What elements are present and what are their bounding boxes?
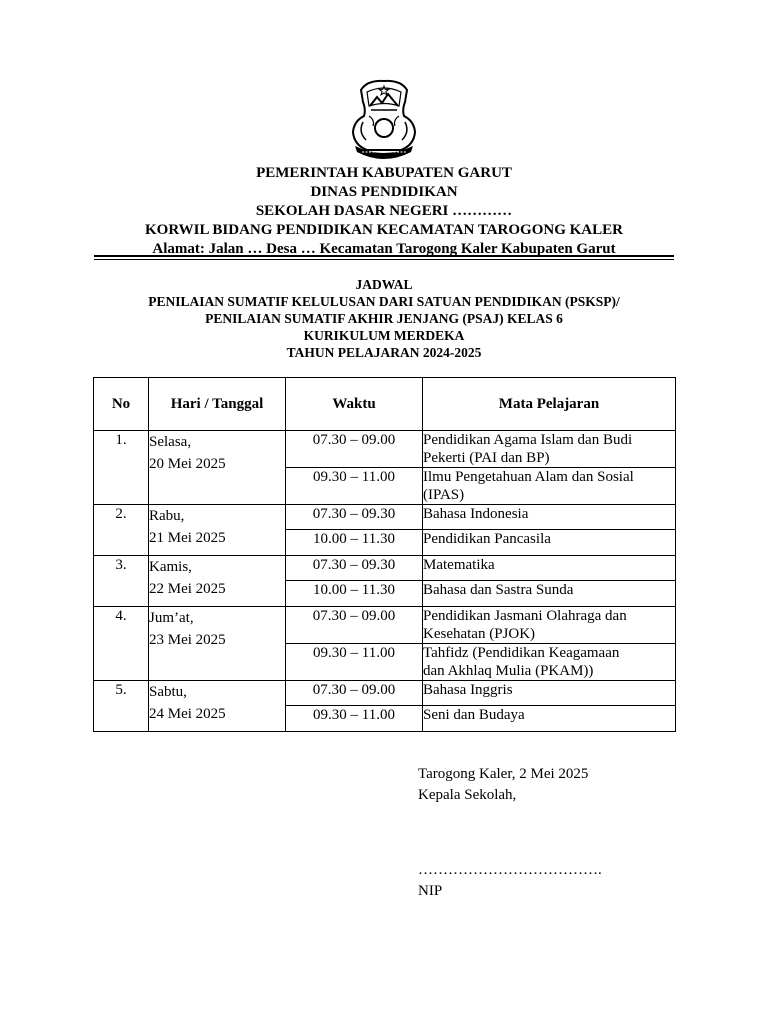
signature-name-placeholder: ………………………………. [418, 862, 602, 878]
subject-line: (IPAS) [423, 487, 465, 503]
table-header-row [94, 378, 676, 431]
header-district: KORWIL BIDANG PENDIDIKAN KECAMATAN TAROGONG KALER [145, 222, 623, 238]
row-day: Kamis, [149, 559, 192, 575]
row-date: 21 Mei 2025 [149, 530, 226, 546]
row-subject [423, 468, 676, 505]
table-row [94, 431, 676, 468]
row-time: 07.30 – 09.30 [286, 505, 423, 530]
row-subject: Pendidikan Pancasila [423, 530, 676, 556]
row-time: 10.00 – 11.30 [286, 530, 423, 556]
row-number: 1. [94, 431, 149, 505]
title-line-4: KURIKULUM MERDEKA [303, 328, 465, 343]
signature-block [418, 764, 588, 806]
table-row [94, 556, 676, 581]
title-line-5: TAHUN PELAJARAN 2024-2025 [286, 345, 482, 360]
header-time: Waktu [286, 378, 423, 431]
row-time: 07.30 – 09.00 [286, 681, 423, 706]
row-time: 09.30 – 11.00 [286, 706, 423, 732]
row-day-date [149, 431, 286, 505]
subject-line: dan Akhlaq Mulia (PKAM)) [423, 663, 594, 679]
header-subject: Mata Pelajaran [423, 378, 676, 431]
row-time: 09.30 – 11.00 [286, 468, 423, 505]
signature-nip: NIP [418, 883, 443, 899]
signature-role: Kepala Sekolah, [418, 787, 517, 803]
row-time: 07.30 – 09.00 [286, 607, 423, 644]
letterhead-rule-thin [94, 259, 674, 260]
row-day-date [149, 607, 286, 681]
subject-line: Pekerti (PAI dan BP) [423, 450, 550, 466]
row-subject: Matematika [423, 556, 676, 581]
garut-regency-emblem-icon [344, 76, 424, 164]
row-date: 20 Mei 2025 [149, 456, 226, 472]
subject-line: Pendidikan Agama Islam dan Budi [423, 432, 633, 448]
row-day: Rabu, [149, 508, 185, 524]
row-subject: Bahasa Inggris [423, 681, 676, 706]
row-subject: Seni dan Budaya [423, 706, 676, 732]
title-line-1: JADWAL [355, 277, 413, 292]
row-day-date [149, 681, 286, 732]
row-number: 2. [94, 505, 149, 556]
row-time: 10.00 – 11.30 [286, 581, 423, 607]
table-row [94, 505, 676, 530]
row-time: 07.30 – 09.00 [286, 431, 423, 468]
row-subject [423, 644, 676, 681]
signature-name-block [418, 860, 602, 902]
row-date: 23 Mei 2025 [149, 632, 226, 648]
row-time: 07.30 – 09.30 [286, 556, 423, 581]
title-line-2: PENILAIAN SUMATIF KELULUSAN DARI SATUAN PENDIDIKAN (PSKSP)/ [148, 294, 620, 309]
row-day-date [149, 556, 286, 607]
row-time: 09.30 – 11.00 [286, 644, 423, 681]
header-day: Hari / Tanggal [149, 378, 286, 431]
subject-line: Pendidikan Jasmani Olahraga dan [423, 608, 627, 624]
header-school: SEKOLAH DASAR NEGERI ………… [255, 203, 513, 219]
row-number: 3. [94, 556, 149, 607]
schedule-table [93, 377, 676, 732]
document-title [94, 276, 674, 361]
row-subject: Bahasa Indonesia [423, 505, 676, 530]
row-day: Selasa, [149, 434, 192, 450]
header-government: PEMERINTAH KABUPATEN GARUT [256, 165, 512, 181]
signature-place-date: Tarogong Kaler, 2 Mei 2025 [418, 766, 589, 782]
header-agency: DINAS PENDIDIKAN [310, 184, 458, 200]
row-day: Jum’at, [149, 610, 194, 626]
row-date: 24 Mei 2025 [149, 706, 226, 722]
title-line-3: PENILAIAN SUMATIF AKHIR JENJANG (PSAJ) KELAS 6 [205, 311, 563, 326]
table-row [94, 607, 676, 644]
letterhead-rule-thick [94, 255, 674, 257]
letterhead [94, 164, 674, 259]
row-subject [423, 607, 676, 644]
header-no: No [94, 378, 149, 431]
row-day: Sabtu, [149, 684, 187, 700]
subject-line: Tahfidz (Pendidikan Keagamaan [423, 645, 620, 661]
row-subject [423, 431, 676, 468]
row-subject: Bahasa dan Sastra Sunda [423, 581, 676, 607]
row-number: 5. [94, 681, 149, 732]
row-day-date [149, 505, 286, 556]
header-address: Alamat: Jalan … Desa … Kecamatan Tarogong Kaler Kabupaten Garut [152, 241, 616, 257]
row-number: 4. [94, 607, 149, 681]
table-row [94, 681, 676, 706]
subject-line: Kesehatan (PJOK) [423, 626, 536, 642]
row-date: 22 Mei 2025 [149, 581, 226, 597]
subject-line: Ilmu Pengetahuan Alam dan Sosial [423, 469, 634, 485]
